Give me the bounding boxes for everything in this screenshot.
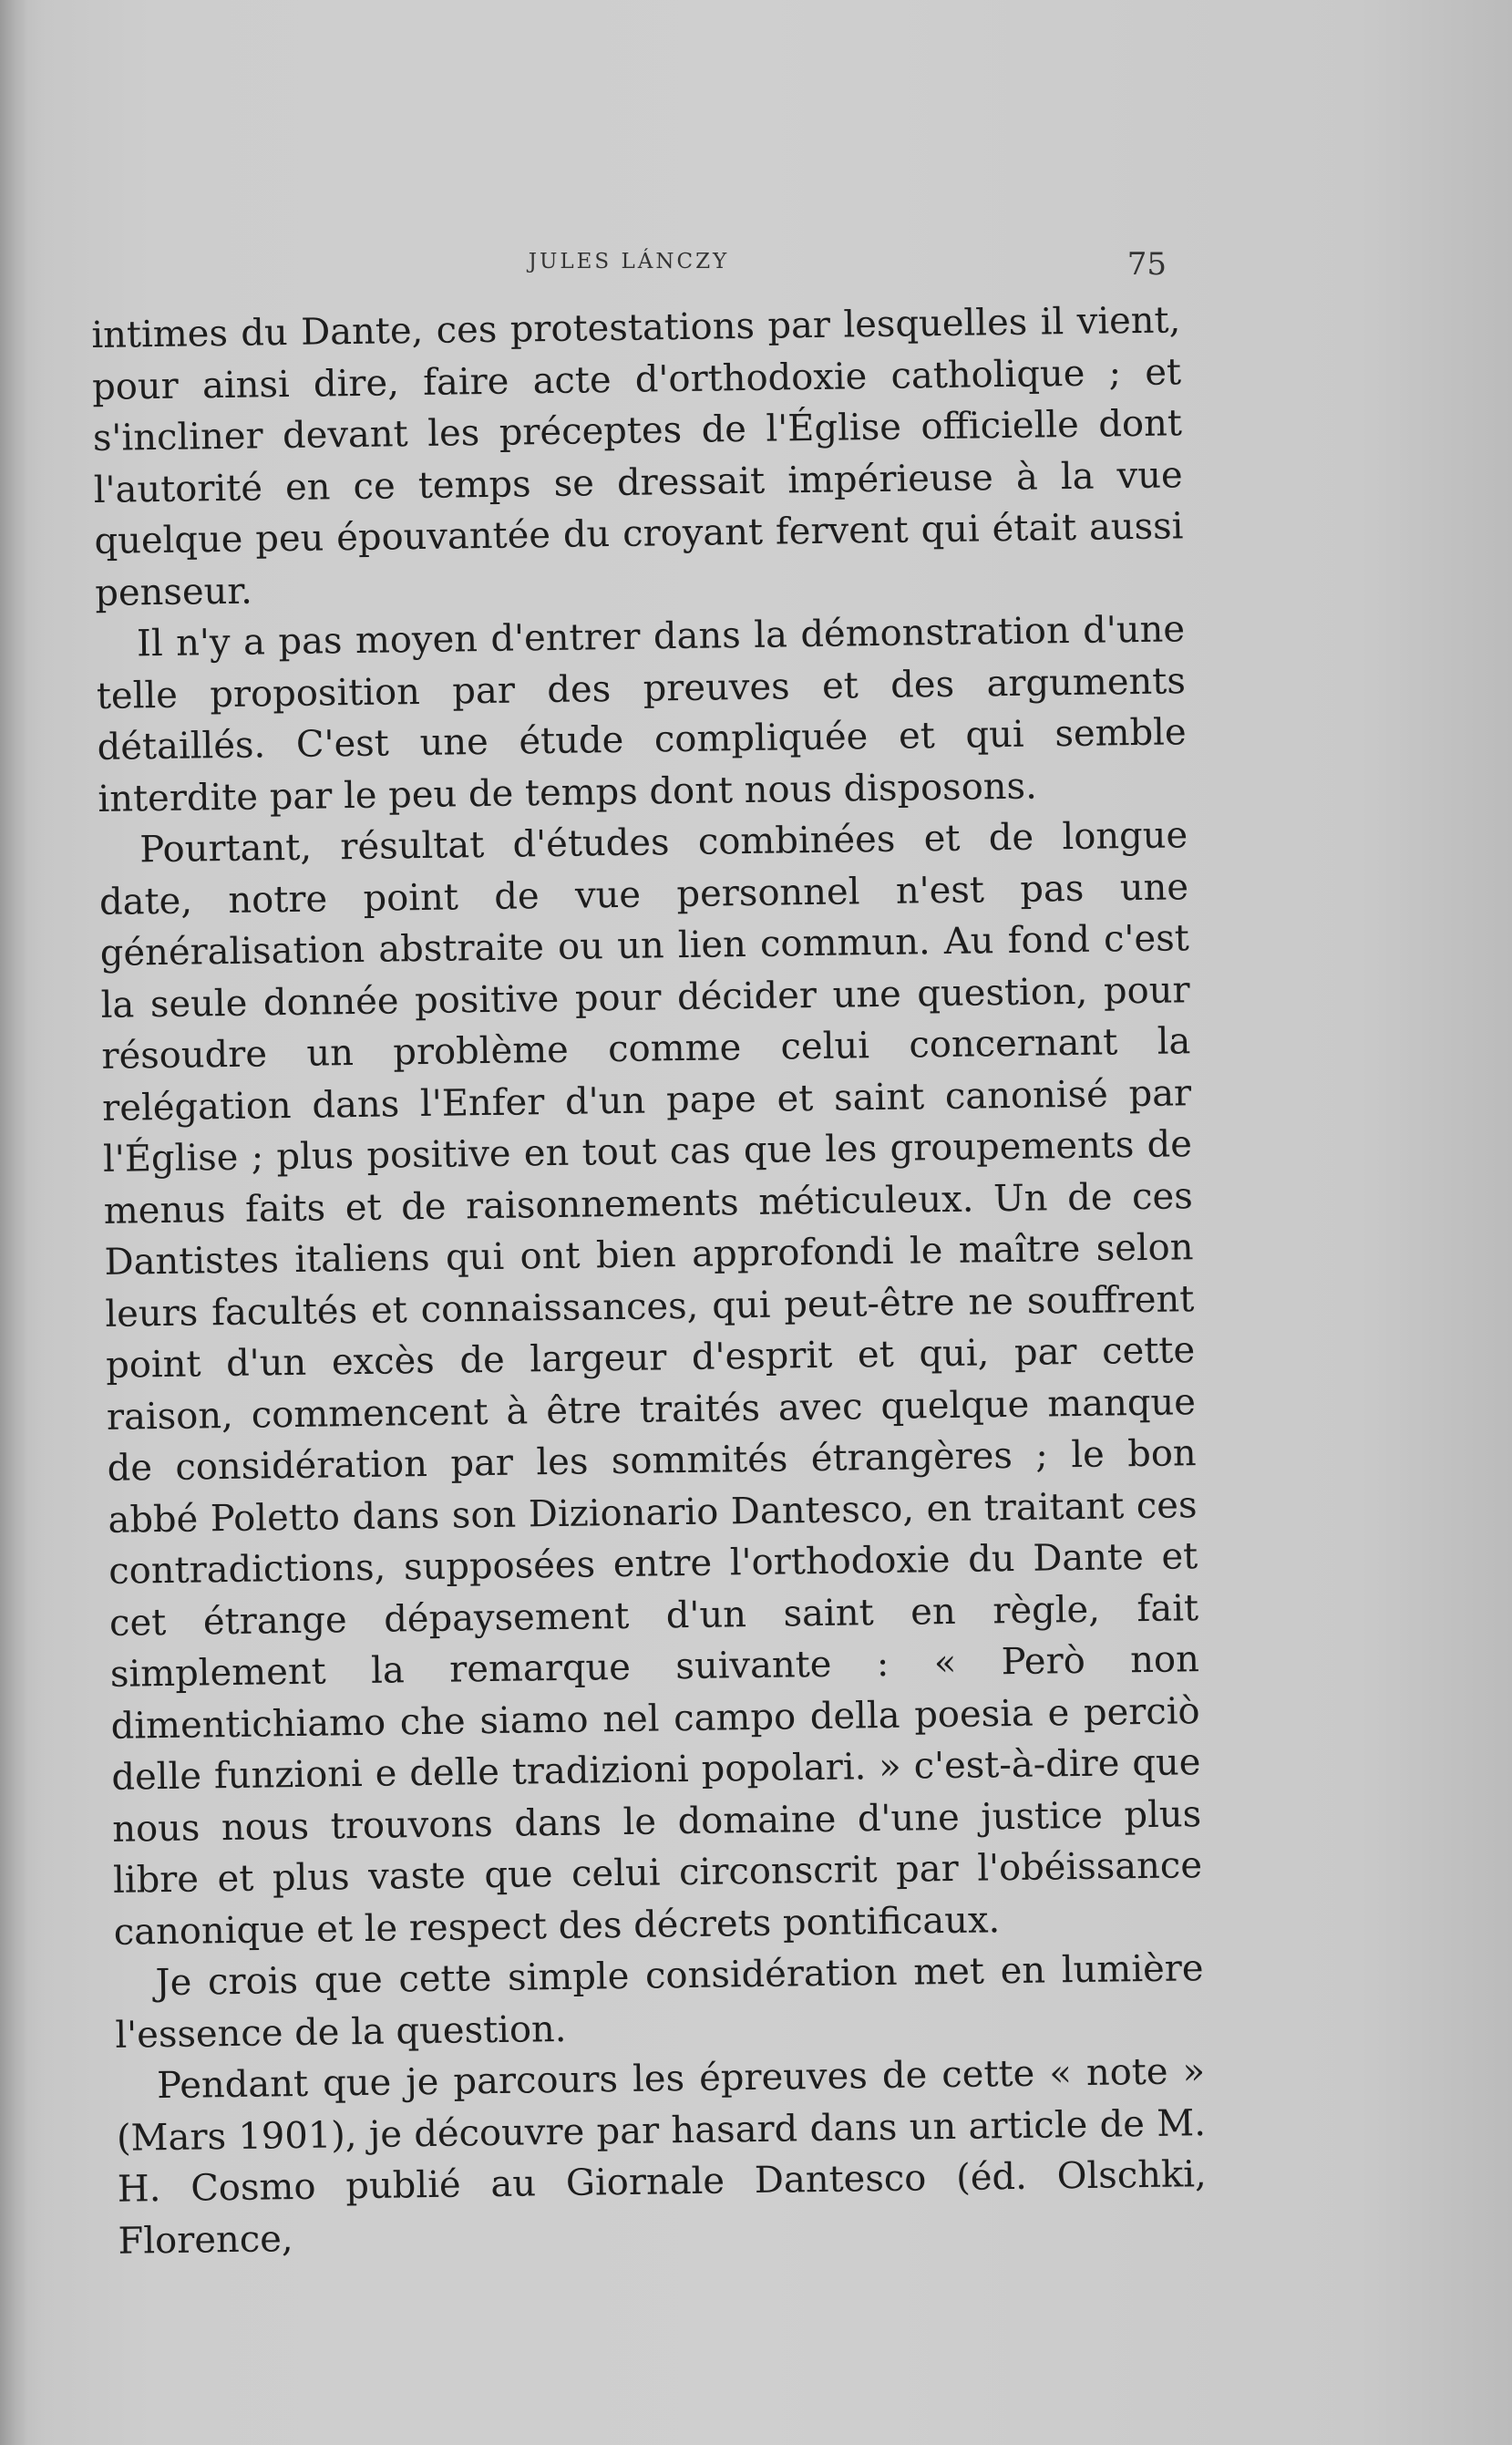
paragraph: Pendant que je parcours les épreuves de cette « note » (Mars 1901), je découvre par hasard dans un article de M. H. Cosmo publié au Giornale Dantesco (éd. Olschki, Florence, [116,2050,1207,2263]
body-text [91,294,1208,2266]
running-header [91,246,1167,283]
running-title: JULES LÁNCZY [528,250,730,273]
page-number: 75 [1126,246,1167,283]
paragraph: Il n'y a pas moyen d'entrer dans la démonstration d'une telle proposition par des preuves et des arguments détaillés. C'est une étude compliquée et qui semble interdite par le peu de temps dont nous disposons. [96,608,1187,820]
paragraph: Pourtant, résultat d'études combinées et de longue date, notre point de vue personnel n'est pas une généralisation abstraite ou un lien commun. Au fond c'est la seule donnée positive pour décider une question, pour résoudre un problème comme celui concernant la relégation dans l'Enfer d'un pape et saint canonisé par l'Église ; plus positive en tout cas que les groupements de menus faits et de raisonnements méticuleux. Un de ces Dantistes italiens qui ont bien approfondi le maître selon leurs facultés et connaissances, qui peut-être ne souffrent point d'un excès de largeur d'esprit et qui, par cette raison, commencent à être traités avec quelque manque de considération par les sommités étrangères ; le bon abbé Poletto dans son Dizionario Dantesco, en traitant ces contradictions, supposées entre l'orthodoxie du Dante et cet étrange dépaysement d'un saint en règle, fait simplement la remarque suivante : « Però non dimentichiamo che siamo nel campo della poesia e perciò delle funzioni e delle tradizioni popolari. » c'est-à-dire que nous nous trouvons dans le domaine d'une justice plus libre et plus vaste que celui circonscrit par l'obéissance canonique et le respect des décrets pontificaux. [98,814,1203,1954]
paragraph-continuation: intimes du Dante, ces protestations par lesquelles il vient, pour ainsi dire, faire acte d'orthodoxie catholique ; et s'incliner devant les préceptes de l'Église officielle dont l'autorité en ce temps se dressait impérieuse à la vue quelque peu épouvantée du croyant fervent qui était aussi penseur. [91,299,1184,614]
paragraph: Je crois que cette simple considération met en lumière l'essence de la question. [115,1947,1204,2057]
page-binding-shadow [0,0,27,2445]
